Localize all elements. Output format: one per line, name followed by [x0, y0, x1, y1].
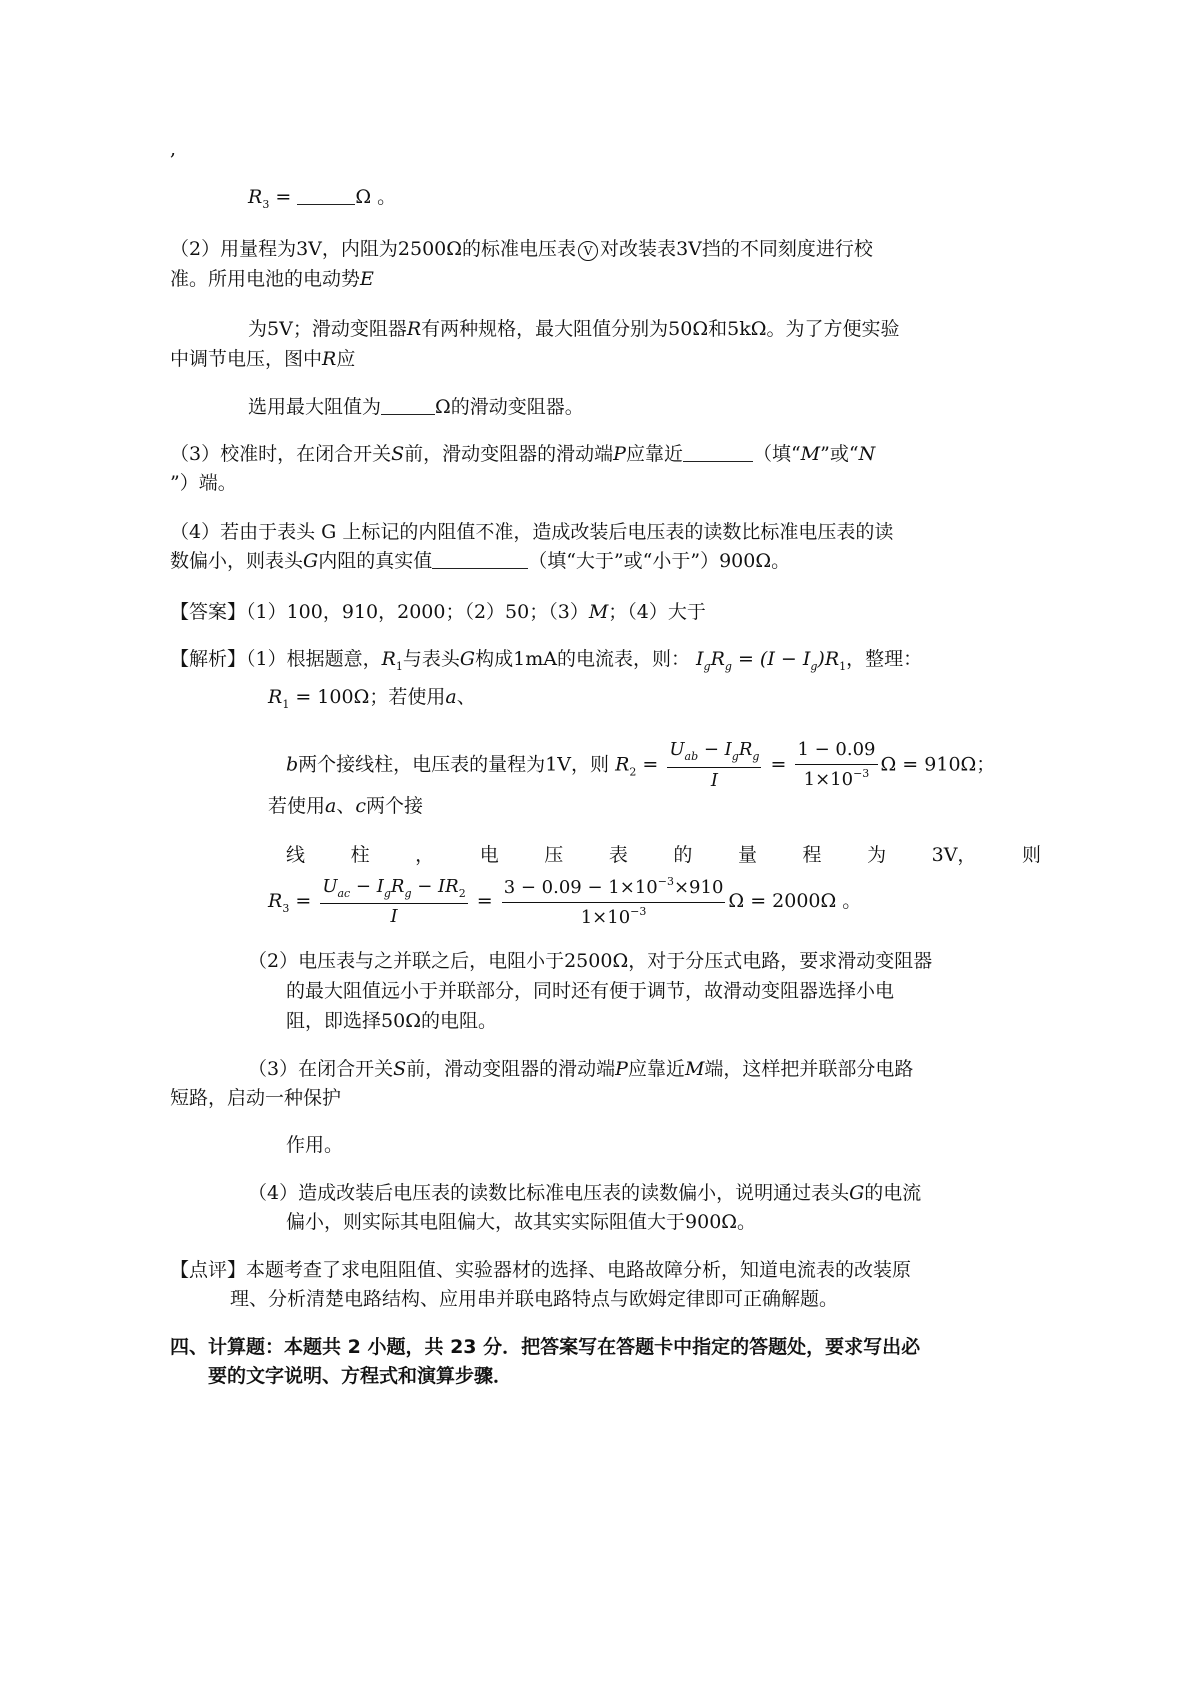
text-span: 1V	[545, 753, 571, 776]
text-span: 1	[282, 698, 290, 711]
r3-subscript: 3	[262, 198, 270, 211]
q2-line-5	[248, 398, 584, 417]
text-span: − IR	[411, 875, 459, 897]
text-span: 数偏小，则表头	[170, 550, 304, 572]
text-span: M	[684, 1058, 705, 1080]
answer-blank[interactable]	[297, 203, 355, 205]
text-span: 应	[336, 348, 356, 370]
text-span: 两个接线柱，电压表的量程为	[298, 753, 546, 776]
text-span: −3	[853, 767, 870, 781]
text-span: M	[588, 601, 609, 623]
text-span: 应靠近	[625, 443, 683, 465]
text-span: 3	[282, 902, 290, 916]
q4-line-1: （4）若由于表头 G 上标记的内阻值不准，造成改装后电压表的读数比标准电压表的读	[170, 521, 894, 543]
text-span: 挡的不同刻度进行校	[701, 238, 873, 260]
answer-blank[interactable]	[432, 567, 528, 569]
analysis-line-1	[170, 650, 922, 672]
text-span: 有两种规格，最大阻值分别为	[421, 318, 669, 340]
text-span: R	[406, 318, 422, 340]
text-span: 的滑动变阻器。	[450, 396, 584, 418]
text-span: − I	[698, 739, 732, 760]
q4-line-2	[170, 552, 790, 571]
text-span: 中调节电压，图中	[170, 348, 323, 370]
analysis-part3-line-1	[248, 1060, 913, 1079]
analysis-part3-line-2: 短路，启动一种保护	[170, 1087, 342, 1109]
text-span: ab	[684, 750, 699, 763]
text-span: 1 − 0.09	[795, 740, 877, 765]
text-span: I	[710, 769, 718, 791]
text-span: （填“大于”或“小于”）	[528, 550, 720, 572]
text-span: 表	[608, 844, 628, 866]
text-span: 电	[479, 844, 499, 866]
text-span: 为	[248, 318, 268, 340]
q2-line-1	[170, 240, 873, 261]
text-span: 柱	[350, 844, 370, 866]
text-span: （4）造成改装后电压表的读数比标准电压表的读数偏小，说明通过表头	[248, 1182, 850, 1204]
text-span: P	[613, 443, 626, 465]
text-span: a	[325, 795, 337, 817]
analysis-line-3: b两个接线柱，电压表的量程为1V，则 $R_2$ = $\frac{U_{ab} - I_gR_g}{I}$ = $\frac{1 - 0.09}{1\times 10^{-3}}$ Ω = 910Ω；	[286, 739, 996, 791]
text-span: 【答案】（1）100，910，2000；（2）50；（3）	[170, 601, 589, 623]
text-span: 应靠近	[627, 1058, 685, 1080]
analysis-part4-line-1	[248, 1184, 921, 1203]
comment-line-2: 理、分析清楚电路结构、应用串并联电路特点与欧姆定律即可正确解题。	[230, 1288, 839, 1310]
text-span: 的电流表，则：	[556, 648, 690, 670]
text-span: 2500Ω	[564, 950, 629, 972]
text-span: ，内阻为	[321, 238, 398, 260]
text-span: N	[858, 443, 876, 465]
analysis-line-4	[268, 797, 423, 816]
text-span: ×910	[673, 877, 724, 898]
text-span: 【解析】（1）根据题意，	[170, 648, 382, 670]
answer-blank[interactable]	[683, 460, 753, 462]
text-span: ，整理：	[846, 648, 923, 670]
analysis-part2-line-3	[286, 1012, 497, 1031]
text-span: E	[360, 268, 374, 290]
text-span: R	[268, 686, 283, 708]
text-span: 前，滑动变阻器的滑动端	[406, 1058, 616, 1080]
text-span: S	[393, 1058, 407, 1080]
text-span: ；滑动变阻器	[292, 318, 407, 340]
analysis-line-5	[286, 846, 1041, 865]
text-span: （3）校准时，在闭合开关	[170, 443, 392, 465]
text-span: g	[383, 886, 391, 900]
q3-line-1	[170, 445, 875, 464]
text-span: I	[696, 648, 704, 670]
text-span: I	[390, 906, 398, 928]
text-span: G	[459, 648, 476, 670]
text-span: 。	[836, 890, 862, 913]
text-span: （2）用量程为	[170, 238, 297, 260]
text-span: 的电流	[864, 1182, 922, 1204]
text-span: 内阻的真实值	[318, 550, 433, 572]
text-span: R	[381, 648, 396, 670]
text-span: 3V	[676, 238, 702, 260]
q2-line-4	[170, 350, 355, 369]
text-span: R	[390, 875, 405, 897]
text-span: 、	[456, 686, 476, 708]
text-span: Ω	[435, 396, 451, 418]
text-span: g	[752, 750, 760, 763]
text-span: R	[615, 753, 630, 776]
text-span: g	[731, 750, 739, 763]
text-span: G	[849, 1182, 865, 1204]
q2-line-2	[170, 270, 374, 289]
text-span: （2）电压表与之并联之后，电阻小于	[248, 950, 565, 972]
text-span: S	[391, 443, 405, 465]
text-span: R	[738, 739, 753, 760]
text-span: 构成	[475, 648, 514, 670]
text-span: 1mA	[513, 648, 557, 670]
text-span: 2500Ω	[397, 238, 463, 260]
text-span: 的标准电压表	[462, 238, 577, 260]
comment-line-1: 【点评】本题考查了求电阻阻值、实验器材的选择、电路故障分析，知道电流表的改装原	[170, 1259, 912, 1281]
text-span: 3 − 0.09 − 1×10	[503, 877, 658, 898]
text-span: 为	[867, 844, 887, 866]
text-span: 50Ω	[668, 318, 709, 340]
text-span: = 100Ω	[289, 686, 370, 708]
text-span: 阻，即选择	[286, 1010, 382, 1032]
text-span: 、	[336, 795, 356, 817]
text-span: = (I − I	[731, 648, 811, 670]
text-span: 50Ω	[381, 1010, 421, 1032]
text-span: ac	[337, 886, 351, 900]
text-span: c	[355, 795, 367, 817]
analysis-line-2	[268, 688, 476, 710]
text-span: 与表头	[402, 648, 460, 670]
analysis-part2-line-2: 的最大阻值远小于并联部分，同时还有便于调节，故滑动变阻器选择小电	[286, 980, 895, 1002]
text-span: ，	[415, 844, 435, 866]
text-span: ；若使用	[369, 686, 446, 708]
answer-blank[interactable]	[381, 413, 435, 415]
ohm-unit: Ω 。	[355, 186, 397, 208]
text-span: − I	[350, 875, 384, 897]
voltmeter-symbol-icon: V	[578, 241, 598, 261]
text-span: 1	[839, 660, 847, 673]
text-span: g	[724, 660, 732, 673]
text-span: ，对于分压式电路，要求滑动变阻器	[628, 950, 933, 972]
q3-line-2: ”）端。	[170, 472, 237, 494]
text-span: g	[703, 660, 711, 673]
text-span: 2	[458, 886, 466, 900]
text-span: −3	[657, 875, 674, 888]
answer-line	[170, 603, 706, 622]
analysis-part2-line-1	[248, 952, 932, 971]
text-span: 压	[544, 844, 564, 866]
text-span: 。	[771, 550, 791, 572]
text-span: U	[669, 739, 685, 760]
text-span: 900Ω	[719, 550, 772, 572]
analysis-line-6: $R_3$ = $\frac{U_{ac} - I_gR_g - IR_2}{I}$ = $\frac{3 - 0.09 - 1\times 10^{-3}\times 910}{1\times 10^{-3}}$ Ω = 2000Ω 。	[268, 875, 862, 928]
text-span: R	[710, 648, 725, 670]
text-span: G	[303, 550, 319, 572]
r3-symbol: R	[248, 186, 263, 208]
text-span: P	[615, 1058, 628, 1080]
text-span: 选用最大阻值为	[248, 396, 382, 418]
stray-comma: ,	[170, 138, 177, 160]
text-span: b	[286, 753, 299, 776]
text-span: 和	[708, 318, 728, 340]
text-span: Ω = 2000Ω	[728, 890, 837, 913]
text-span: g	[404, 886, 412, 900]
text-span: 程	[802, 844, 822, 866]
equals-sign: =	[269, 186, 298, 208]
section-heading-line-2: 要的文字说明、方程式和演算步骤．	[208, 1365, 513, 1387]
text-span: 偏小，则实际其电阻偏大，故其实实际阻值大于	[286, 1211, 686, 1233]
text-span: ；（4）大于	[608, 601, 706, 623]
text-span: 两个接	[366, 795, 424, 817]
text-span: Ω = 910Ω	[880, 753, 977, 776]
text-span: 量	[737, 844, 757, 866]
text-span: 准。所用电池的电动势	[170, 268, 361, 290]
formula-r2-fraction	[667, 740, 761, 791]
text-span: ，则	[571, 753, 610, 776]
q2-line-3	[248, 320, 900, 339]
text-span: 5V	[267, 318, 293, 340]
text-span: 。	[737, 1211, 757, 1233]
text-span: a	[445, 686, 457, 708]
text-span: 的	[673, 844, 693, 866]
text-span: 1	[395, 660, 403, 673]
text-span: g	[810, 660, 818, 673]
text-span: 前，滑动变阻器的滑动端	[404, 443, 614, 465]
text-span: 2	[629, 765, 637, 779]
text-span: （3）在闭合开关	[248, 1058, 394, 1080]
text-span: 的电阻。	[420, 1010, 497, 1032]
text-span: 。为了方便实验	[766, 318, 900, 340]
text-span: 5kΩ	[727, 318, 767, 340]
formula-r3-fraction	[320, 877, 467, 928]
text-span: 900Ω	[685, 1211, 738, 1233]
text-span: U	[322, 875, 338, 897]
text-span: 3V，	[931, 844, 977, 866]
text-span: 端，这样把并联部分电路	[704, 1058, 914, 1080]
text-span: ”或“	[820, 443, 859, 465]
text-span: （填“	[752, 443, 801, 465]
text-span: 线	[286, 844, 306, 866]
text-span: 则	[1021, 844, 1041, 866]
analysis-part4-line-2	[286, 1213, 756, 1232]
text-span: 若使用	[268, 795, 326, 817]
text-span: −3	[630, 904, 647, 918]
text-span: 1×10	[580, 906, 631, 928]
section-heading: 四、计算题：本题共 2 小题，共 23 分．把答案写在答题卡中指定的答题处，要求写出必	[170, 1336, 921, 1358]
text-span: M	[800, 443, 821, 465]
formula-r2-numeric	[795, 740, 877, 790]
text-span: R	[268, 890, 283, 913]
text-span: )R	[817, 648, 840, 670]
text-span: 1×10	[803, 769, 854, 791]
text-span: 对改装表	[600, 238, 677, 260]
text-span: 3V	[296, 238, 322, 260]
r3-answer-line	[248, 188, 396, 210]
text-span: ；	[976, 753, 996, 776]
formula-r3-numeric	[502, 876, 726, 928]
analysis-part3-line-3: 作用。	[286, 1134, 344, 1156]
text-span: R	[322, 348, 337, 370]
